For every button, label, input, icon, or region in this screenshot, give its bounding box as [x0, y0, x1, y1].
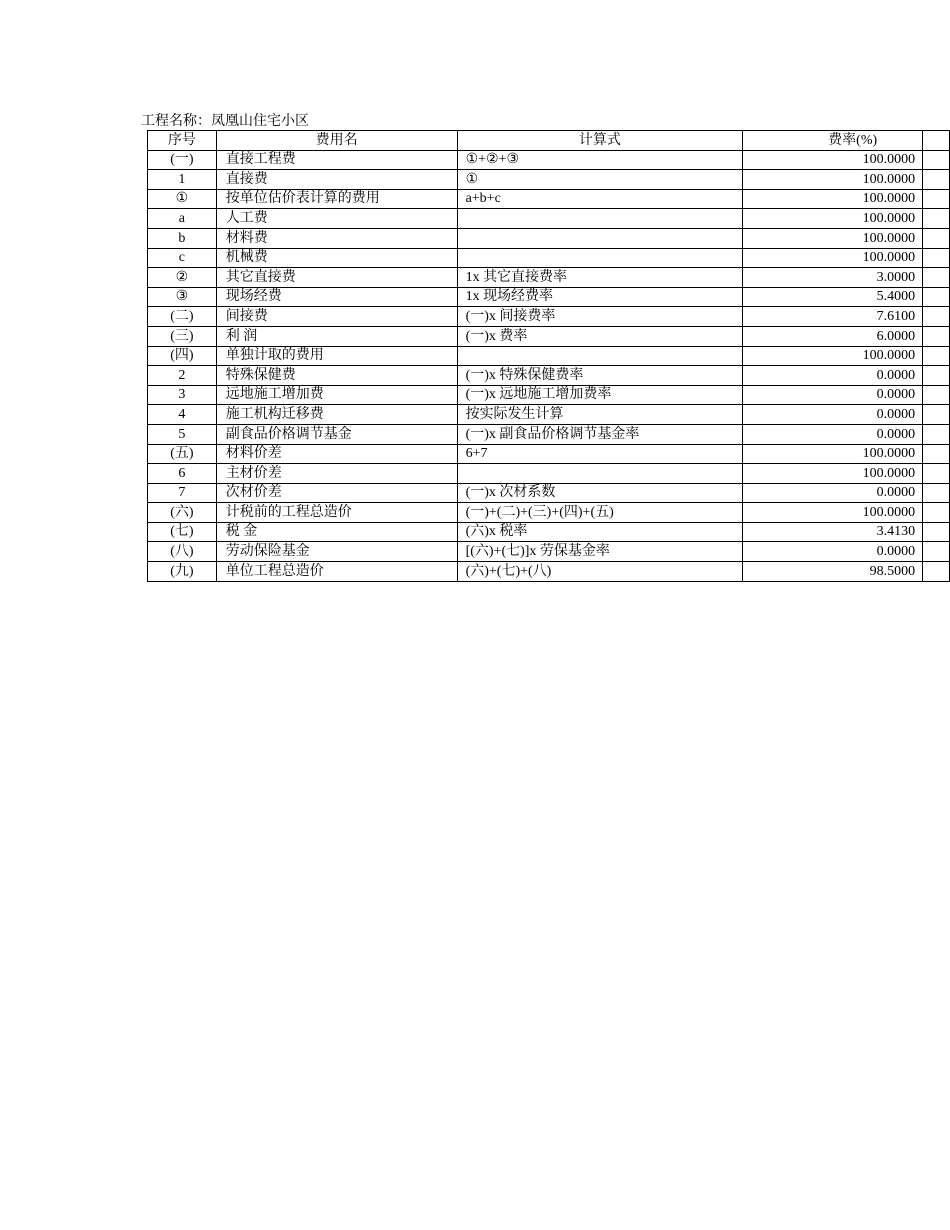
cell-formula: 1x 现场经费率	[457, 287, 743, 307]
cell-extra	[923, 189, 950, 209]
cell-extra	[923, 326, 950, 346]
cell-extra	[923, 385, 950, 405]
cell-formula	[457, 209, 743, 229]
cell-no: ②	[148, 268, 217, 288]
table-row	[148, 385, 950, 405]
table-row	[148, 150, 950, 170]
header-extra	[923, 131, 950, 151]
cell-no: 2	[148, 366, 217, 386]
cell-formula: (一)x 副食品价格调节基金率	[457, 424, 743, 444]
cell-no: 3	[148, 385, 217, 405]
header-rate: 费率(%)	[743, 131, 923, 151]
cell-name: 次材价差	[216, 483, 457, 503]
cell-formula: 按实际发生计算	[457, 405, 743, 425]
table-row	[148, 248, 950, 268]
table-row	[148, 307, 950, 327]
cell-rate: 100.0000	[743, 150, 923, 170]
cell-name: 主材价差	[216, 464, 457, 484]
cell-no: 6	[148, 464, 217, 484]
project-title: 工程名称：凤凰山住宅小区	[141, 114, 309, 129]
cell-formula	[457, 464, 743, 484]
cell-no: 5	[148, 424, 217, 444]
cell-no: 1	[148, 170, 217, 190]
cell-rate: 0.0000	[743, 542, 923, 562]
table-body	[148, 150, 950, 581]
cell-formula: (一)x 间接费率	[457, 307, 743, 327]
cell-extra	[923, 503, 950, 523]
cell-formula: ①	[457, 170, 743, 190]
cell-extra	[923, 346, 950, 366]
cell-extra	[923, 464, 950, 484]
cell-no: (一)	[148, 150, 217, 170]
cell-no: ①	[148, 189, 217, 209]
cell-name: 直接工程费	[216, 150, 457, 170]
cell-rate: 0.0000	[743, 366, 923, 386]
cell-extra	[923, 170, 950, 190]
cell-extra	[923, 483, 950, 503]
cell-no: (五)	[148, 444, 217, 464]
cell-rate: 0.0000	[743, 385, 923, 405]
cell-rate: 100.0000	[743, 464, 923, 484]
cell-name: 材料价差	[216, 444, 457, 464]
table-row	[148, 170, 950, 190]
cell-no: (二)	[148, 307, 217, 327]
cell-formula: a+b+c	[457, 189, 743, 209]
cell-name: 计税前的工程总造价	[216, 503, 457, 523]
table-row	[148, 483, 950, 503]
fee-table	[147, 130, 950, 582]
cell-extra	[923, 542, 950, 562]
table-row	[148, 326, 950, 346]
cell-rate: 100.0000	[743, 228, 923, 248]
cell-formula: (一)x 特殊保健费率	[457, 366, 743, 386]
table-row	[148, 228, 950, 248]
cell-no: 7	[148, 483, 217, 503]
table-row	[148, 189, 950, 209]
cell-name: 现场经费	[216, 287, 457, 307]
cell-extra	[923, 522, 950, 542]
table-row	[148, 405, 950, 425]
cell-name: 施工机构迁移费	[216, 405, 457, 425]
cell-rate: 100.0000	[743, 346, 923, 366]
cell-extra	[923, 209, 950, 229]
cell-rate: 7.6100	[743, 307, 923, 327]
table-row	[148, 209, 950, 229]
cell-formula: 1x 其它直接费率	[457, 268, 743, 288]
cell-extra	[923, 150, 950, 170]
table-row	[148, 366, 950, 386]
cell-rate: 0.0000	[743, 424, 923, 444]
cell-extra	[923, 228, 950, 248]
cell-name: 远地施工增加费	[216, 385, 457, 405]
cell-rate: 0.0000	[743, 483, 923, 503]
cell-extra	[923, 287, 950, 307]
cell-name: 直接费	[216, 170, 457, 190]
table-row	[148, 444, 950, 464]
cell-extra	[923, 307, 950, 327]
cell-rate: 100.0000	[743, 170, 923, 190]
cell-no: a	[148, 209, 217, 229]
table-row	[148, 542, 950, 562]
cell-rate: 3.0000	[743, 268, 923, 288]
cell-extra	[923, 366, 950, 386]
cell-extra	[923, 405, 950, 425]
cell-extra	[923, 424, 950, 444]
cell-name: 税 金	[216, 522, 457, 542]
cell-rate: 6.0000	[743, 326, 923, 346]
cell-formula: (六)x 税率	[457, 522, 743, 542]
cell-no: (七)	[148, 522, 217, 542]
table-header-row	[148, 131, 950, 151]
cell-extra	[923, 248, 950, 268]
cell-formula: (一)+(二)+(三)+(四)+(五)	[457, 503, 743, 523]
cell-rate: 5.4000	[743, 287, 923, 307]
header-no: 序号	[148, 131, 217, 151]
cell-name: 机械费	[216, 248, 457, 268]
cell-name: 单位工程总造价	[216, 562, 457, 582]
cell-extra	[923, 444, 950, 464]
table-row	[148, 562, 950, 582]
cell-name: 单独计取的费用	[216, 346, 457, 366]
table-row	[148, 268, 950, 288]
cell-rate: 3.4130	[743, 522, 923, 542]
cell-extra	[923, 268, 950, 288]
cell-rate: 100.0000	[743, 444, 923, 464]
cell-name: 间接费	[216, 307, 457, 327]
header-name: 费用名	[216, 131, 457, 151]
table-row	[148, 522, 950, 542]
cell-name: 特殊保健费	[216, 366, 457, 386]
header-formula: 计算式	[457, 131, 743, 151]
cell-name: 利 润	[216, 326, 457, 346]
cell-formula: (六)+(七)+(八)	[457, 562, 743, 582]
cell-formula: ①+②+③	[457, 150, 743, 170]
table-row	[148, 346, 950, 366]
cell-rate: 100.0000	[743, 248, 923, 268]
cell-formula	[457, 228, 743, 248]
cell-rate: 0.0000	[743, 405, 923, 425]
cell-extra	[923, 562, 950, 582]
cell-name: 人工费	[216, 209, 457, 229]
cell-rate: 100.0000	[743, 209, 923, 229]
cell-formula: (一)x 费率	[457, 326, 743, 346]
cell-name: 其它直接费	[216, 268, 457, 288]
cell-no: (四)	[148, 346, 217, 366]
table-row	[148, 424, 950, 444]
cell-formula: 6+7	[457, 444, 743, 464]
table-row	[148, 503, 950, 523]
cell-no: (八)	[148, 542, 217, 562]
cell-rate: 100.0000	[743, 503, 923, 523]
cell-no: ③	[148, 287, 217, 307]
cell-no: c	[148, 248, 217, 268]
cell-name: 劳动保险基金	[216, 542, 457, 562]
cell-name: 按单位估价表计算的费用	[216, 189, 457, 209]
table-row	[148, 464, 950, 484]
cell-no: b	[148, 228, 217, 248]
cell-formula: (一)x 次材系数	[457, 483, 743, 503]
cell-formula: (一)x 远地施工增加费率	[457, 385, 743, 405]
cell-formula	[457, 346, 743, 366]
cell-no: (三)	[148, 326, 217, 346]
cell-name: 材料费	[216, 228, 457, 248]
cell-formula: [(六)+(七)]x 劳保基金率	[457, 542, 743, 562]
cell-no: (六)	[148, 503, 217, 523]
cell-no: 4	[148, 405, 217, 425]
cell-rate: 100.0000	[743, 189, 923, 209]
cell-no: (九)	[148, 562, 217, 582]
table-row	[148, 287, 950, 307]
cell-formula	[457, 248, 743, 268]
cell-rate: 98.5000	[743, 562, 923, 582]
cell-name: 副食品价格调节基金	[216, 424, 457, 444]
